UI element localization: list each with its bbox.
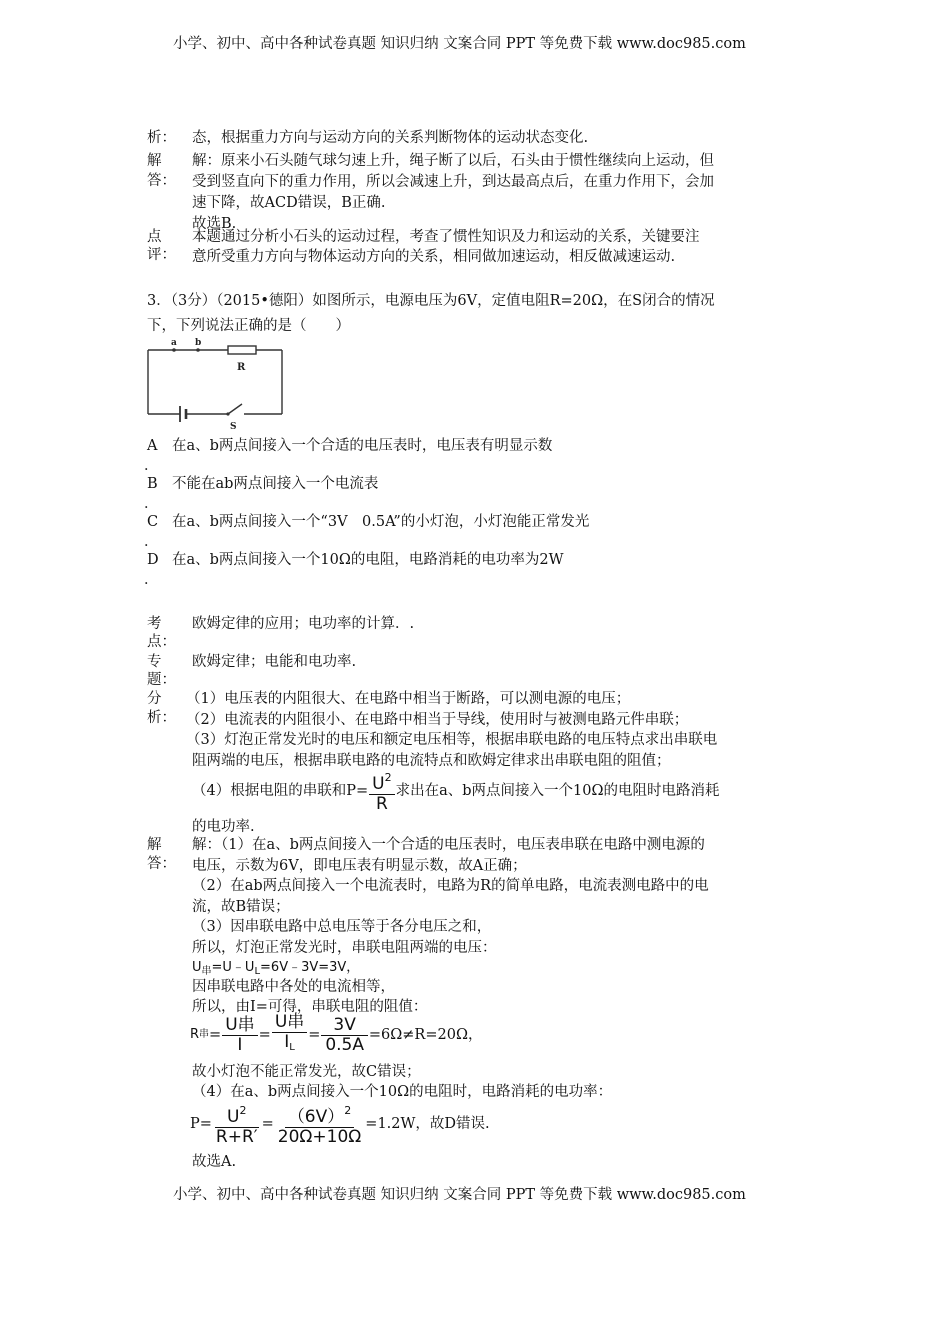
- p-frac2-denominator: 20Ω+10Ω: [277, 1127, 362, 1147]
- kaodian-label: 点：: [147, 634, 176, 650]
- fraction-u2-over-r: [213, 1101, 261, 1147]
- answer-line: 速下降，故ACD错误，B正确.: [192, 195, 386, 211]
- power-denominator: R: [375, 794, 388, 814]
- jieda-line: 解：（1）在a、b两点间接入一个合适的电压表时，电压表串联在电路中测电源的: [192, 837, 705, 853]
- analysis-text: 态，根据重力方向与运动方向的关系判断物体的运动状态变化.: [192, 130, 589, 146]
- p-eq: P=: [190, 1116, 212, 1132]
- option-text: 在a、b两点间接入一个“3V 0.5A”的小灯泡，小灯泡能正常发光: [172, 514, 590, 530]
- eq-sign: =: [258, 1027, 271, 1043]
- fraction-u-over-il: [272, 1013, 307, 1057]
- fenxi-label: 析：: [147, 710, 176, 726]
- u-symbol: U: [192, 960, 202, 975]
- u-subscript: 串: [201, 966, 212, 977]
- option-dot: ．: [144, 458, 159, 474]
- fenxi-line: （3）灯泡正常发光时的电压和额定电压相等，根据串联电路的电压特点求出串联电: [186, 732, 718, 748]
- fenxi-formula-post: 求出在a、b两点间接入一个10Ω的电阻时电路消耗: [395, 783, 720, 799]
- resistance-equation: [190, 1012, 482, 1058]
- zhuanti-text: 欧姆定律；电能和电功率.: [192, 654, 357, 670]
- label-R: R: [237, 362, 246, 373]
- switch-pivot: [226, 412, 229, 415]
- eq-sign: =: [261, 1116, 274, 1132]
- option-letter: B: [147, 476, 158, 492]
- option-dot: ．: [144, 572, 159, 588]
- r-result: =6Ω≠R=20Ω，: [368, 1027, 483, 1043]
- zhuanti-label: 题：: [147, 672, 176, 688]
- question-stem: 下，下列说法正确的是（ ）: [147, 318, 350, 334]
- answer-line: 受到竖直向下的重力作用，所以会减速上升，到达最高点后，在重力作用下，会加: [192, 174, 714, 190]
- label-a: a: [171, 338, 177, 348]
- question-stem: 3．（3分）（2015•德阳）如图所示，电源电压为6V，定值电阻R=20Ω，在S闭合的情况: [147, 293, 715, 309]
- terminal-b: [196, 348, 200, 352]
- label-b: b: [195, 338, 202, 348]
- fenxi-formula-line: [192, 770, 720, 812]
- eq-sign: =: [308, 1027, 321, 1043]
- jieda-line: 所以，灯泡正常发光时，串联电阻两端的电压：: [192, 940, 497, 956]
- jieda-line: （4）在a、b两点间接入一个10Ω的电阻时，电路消耗的电功率：: [192, 1084, 613, 1100]
- eq-sign: =: [209, 1027, 222, 1043]
- option-text: 在a、b两点间接入一个合适的电压表时，电压表有明显示数: [172, 438, 553, 454]
- option-dot: ．: [144, 534, 159, 550]
- final-answer: 故选A.: [192, 1154, 237, 1170]
- option-text: 在a、b两点间接入一个10Ω的电阻，电路消耗的电功率为2W: [172, 552, 564, 568]
- jieda-line: 电压，示数为6V，即电压表有明显示数，故A正确；: [192, 858, 527, 874]
- kaodian-label: 考: [147, 616, 162, 632]
- jieda-line: （3）因串联电路中总电压等于各分电压之和，: [192, 919, 492, 935]
- frac2-den-subscript: L: [289, 1042, 295, 1053]
- answer-line: 解：原来小石头随气球匀速上升，绳子断了以后，石头由于惯性继续向上运动，但: [192, 153, 714, 169]
- jieda-label: 答：: [147, 856, 176, 872]
- u-eq: =U﹣U: [211, 960, 255, 975]
- fenxi-line: （1）电压表的内阻很大、在电路中相当于断路，可以测电源的电压；: [186, 691, 631, 707]
- option-letter: A: [147, 438, 158, 454]
- fenxi-label: 分: [147, 691, 162, 707]
- power-equation: [190, 1100, 490, 1148]
- frac1-denominator: I: [237, 1034, 243, 1055]
- option-letter: C: [147, 514, 159, 530]
- fenxi-formula-pre: （4）根据电阻的串联和P=: [192, 783, 369, 799]
- terminal-a: [172, 348, 176, 352]
- label-S: S: [230, 422, 237, 432]
- fraction-6v2-over-30: [275, 1101, 365, 1147]
- r-symbol: R: [190, 1027, 200, 1042]
- p-frac2-numerator: （6V）: [287, 1107, 345, 1127]
- fraction-u-over-i: [222, 1016, 257, 1055]
- page-header: 小学、初中、高中各种试卷真题 知识归纳 文案合同 PPT 等免费下载 www.doc985.com: [173, 36, 746, 52]
- frac1-numerator: U串: [222, 1016, 257, 1036]
- comment-line: 本题通过分析小石头的运动过程，考查了惯性知识及力和运动的关系，关键要注: [192, 229, 700, 245]
- jieda-line: 因串联电路中各处的电流相等，: [192, 979, 395, 995]
- jieda-line: 所以，由I=可得，串联电阻的阻值：: [192, 999, 428, 1015]
- fraction-3v-over-05a: [321, 1016, 367, 1055]
- u-result: =6V﹣3V=3V，: [260, 960, 360, 975]
- fenxi-line: （2）电流表的内阻很小、在电路中相当于导线，使用时与被测电路元件串联；: [186, 712, 689, 728]
- power-exponent: 2: [384, 771, 392, 784]
- answer-line: 故选B.: [192, 216, 237, 232]
- p-result: =1.2W，故D错误.: [365, 1116, 490, 1132]
- r-subscript: 串: [199, 1029, 210, 1040]
- analysis-label: 析：: [147, 130, 176, 146]
- fenxi-line: 的电功率.: [192, 819, 255, 835]
- jieda-line: （2）在ab两点间接入一个电流表时，电路为R的简单电路，电流表测电路中的电: [192, 878, 709, 894]
- jieda-line: 故小灯泡不能正常发光，故C错误；: [192, 1064, 421, 1080]
- jieda-line: 流，故B错误；: [192, 899, 290, 915]
- switch-lever: [228, 404, 242, 414]
- power-fraction: [369, 768, 394, 814]
- jieda-label: 解: [147, 837, 162, 853]
- fenxi-line: 阻两端的电压，根据串联电路的电流特点和欧姆定律求出串联电阻的阻值；: [192, 753, 671, 769]
- zhuanti-label: 专: [147, 654, 162, 670]
- kaodian-text: 欧姆定律的应用；电功率的计算．.: [192, 616, 415, 632]
- answer-label: 解: [147, 153, 162, 169]
- circuit-diagram: [140, 336, 290, 432]
- page-footer: 小学、初中、高中各种试卷真题 知识归纳 文案合同 PPT 等免费下载 www.doc985.com: [173, 1187, 746, 1203]
- frac2-denominator: I: [284, 1032, 290, 1052]
- frac2-numerator: U串: [272, 1013, 307, 1033]
- option-text: 不能在ab两点间接入一个电流表: [172, 476, 379, 492]
- p-frac1-denominator: R+R′: [215, 1127, 258, 1147]
- resistor-symbol: [228, 346, 256, 354]
- p-frac1-exponent: 2: [239, 1104, 247, 1117]
- answer-label: 答：: [147, 173, 176, 189]
- comment-line: 意所受重力方向与物体运动方向的关系，相同做加速运动，相反做减速运动.: [192, 249, 676, 265]
- frac3-numerator: 3V: [321, 1016, 367, 1036]
- ul-subscript: L: [254, 966, 261, 977]
- option-dot: ．: [144, 496, 159, 512]
- p-frac2-exponent: 2: [344, 1104, 352, 1117]
- comment-label: 评：: [147, 247, 176, 263]
- power-numerator: U: [372, 774, 385, 794]
- frac3-denominator: 0.5A: [325, 1034, 364, 1055]
- comment-label: 点: [147, 229, 162, 245]
- option-letter: D: [147, 552, 159, 568]
- p-frac1-numerator: U: [227, 1107, 240, 1127]
